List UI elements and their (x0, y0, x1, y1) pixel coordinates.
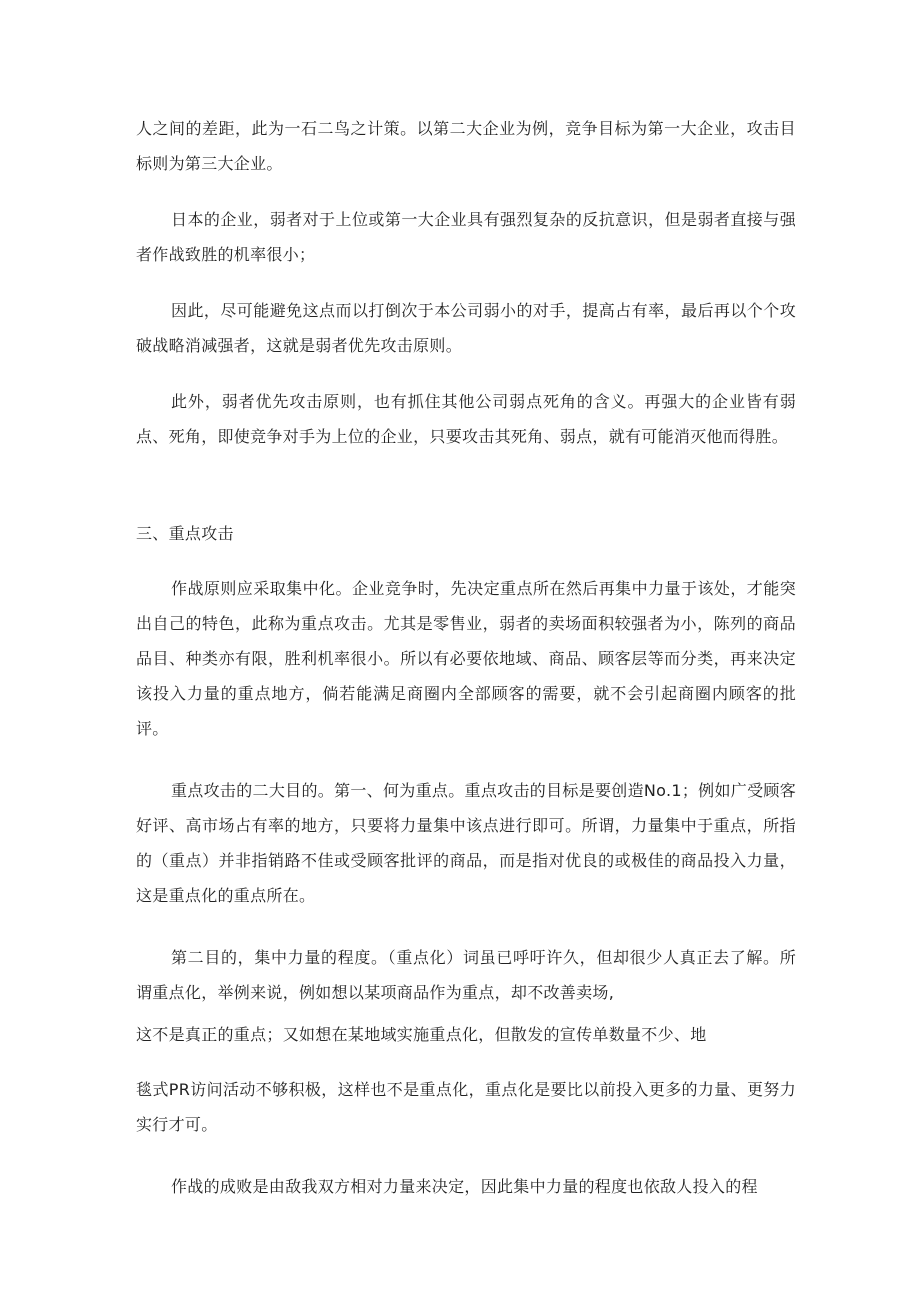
paragraph-9: 毯式PR访问活动不够积极，这样也不是重点化，重点化是要比以前投入更多的力量、更努力实行才可。 (136, 1080, 796, 1134)
paragraph-8: 这不是真正的重点；又如想在某地域实施重点化，但散发的宣传单数量不少、地 (136, 1025, 707, 1044)
paragraph-2: 日本的企业，弱者对于上位或第一大企业具有强烈复杂的反抗意识，但是弱者直接与强者作战致胜的机率很小； (136, 210, 796, 264)
section-heading: 三、重点攻击 (136, 524, 234, 543)
paragraph-6: 重点攻击的二大目的。第一、何为重点。重点攻击的目标是要创造No.1；例如广受顾客好评、高市场占有率的地方，只要将力量集中该点进行即可。所谓，力量集中于重点，所指的（重点）并非指销路不佳或受顾客批评的商品，而是指对优良的或极佳的商品投入力量，这是重点化的重点所在。 (136, 781, 796, 905)
paragraph-7: 第二目的，集中力量的程度。（重点化）词虽已呼吁许久，但却很少人真正去了解。所谓重点化，举例来说，例如想以某项商品作为重点，却不改善卖场, (136, 948, 796, 1002)
paragraph-1: 人之间的差距，此为一石二鸟之计策。以第二大企业为例，竞争目标为第一大企业，攻击目标则为第三大企业。 (136, 119, 796, 173)
paragraph-4: 此外，弱者优先攻击原则，也有抓住其他公司弱点死角的含义。再强大的企业皆有弱点、死角，即使竞争对手为上位的企业，只要攻击其死角、弱点，就有可能消灭他而得胜。 (136, 392, 796, 446)
paragraph-5: 作战原则应采取集中化。企业竞争时，先决定重点所在然后再集中力量于该处，才能突出自己的特色，此称为重点攻击。尤其是零售业，弱者的卖场面积较强者为小，陈列的商品品目、种类亦有限，胜利机率很小。所以有必要依地域、商品、顾客层等而分类，再来决定该投入力量的重点地方，倘若能满足商圈内全部顾客的需要，就不会引起商圈内顾客的批评。 (136, 579, 796, 738)
paragraph-10: 作战的成败是由敌我双方相对力量来决定，因此集中力量的程度也依敌人投入的程 (171, 1177, 758, 1196)
paragraph-3: 因此，尽可能避免这点而以打倒次于本公司弱小的对手，提高占有率，最后再以个个攻破战略消减强者，这就是弱者优先攻击原则。 (136, 301, 796, 355)
